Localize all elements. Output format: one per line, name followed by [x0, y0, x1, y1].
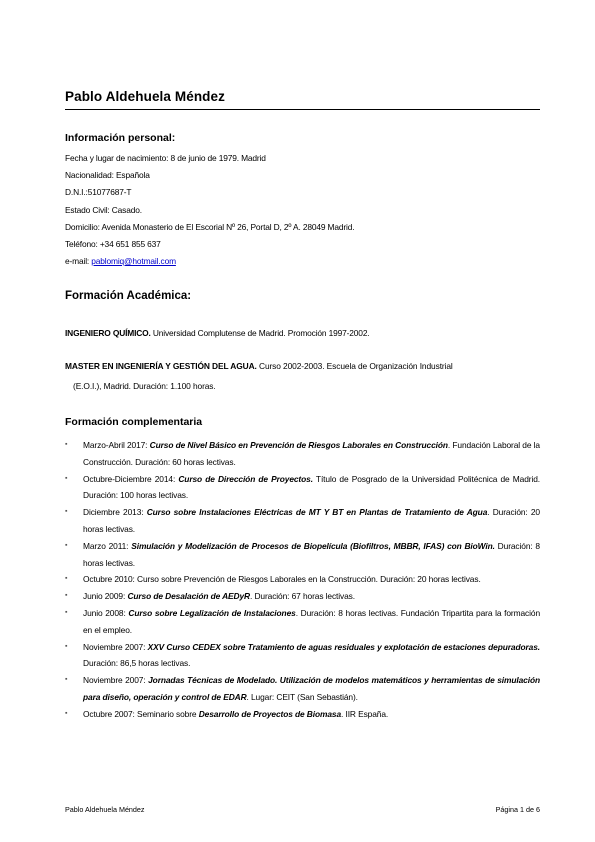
course-title: Curso sobre Legalización de Instalaciones [128, 607, 296, 618]
email-label: e-mail: [65, 256, 92, 266]
course-title: Curso de Nivel Básico en Prevención de Riesgos Laborales en Construcción [149, 440, 448, 450]
course-detail: . Lugar: CEIT (San Sebastián). [246, 691, 358, 702]
cv-name-title: Pablo Aldehuela Méndez [65, 89, 225, 104]
course-date: Noviembre 2007: [83, 675, 149, 686]
course-detail: Duración: 8 horas lectivas. [83, 540, 540, 568]
course-item [65, 605, 540, 639]
degree-detail: Universidad Complutense de Madrid. Promoción 1997-2002. [150, 328, 370, 338]
bullet-icon: ▪ [65, 676, 68, 684]
course-item [65, 672, 540, 706]
course-date: Junio 2009: [83, 591, 128, 602]
personal-nationality: Nacionalidad: Española [65, 170, 150, 180]
course-item [65, 588, 540, 605]
course-title: Simulación y Modelización de Procesos de Biopelícula (Biofiltros, MBBR, IFAS) con BioWin. [131, 540, 495, 551]
personal-birth: Fecha y lugar de nacimiento: 8 de junio de 1979. Madrid [65, 153, 266, 163]
course-item [65, 504, 540, 538]
academic-heading: Formación Académica: [65, 290, 192, 302]
course-detail: . Duración: 20 horas lectivas. [83, 507, 540, 534]
academic-master [65, 357, 540, 396]
course-date: Junio 2008: [83, 607, 129, 618]
footer-page-number: Página 1 de 6 [495, 805, 540, 814]
course-date: Diciembre 2013: [83, 507, 147, 518]
course-detail: Curso sobre Prevención de Riesgos Laborales en la Construcción. Duración: 20 horas lectivas. [137, 574, 481, 585]
bullet-icon: ▪ [65, 592, 68, 600]
bullet-icon: ▪ [65, 575, 68, 583]
bullet-icon: ▪ [65, 441, 68, 448]
course-date: Marzo 2011: [83, 540, 132, 551]
course-detail: . Duración: 8 horas lectivas. Fundación Tripartita para la formación en el empleo. [83, 607, 540, 635]
course-date: Octubre-Diciembre 2014: [83, 473, 179, 484]
personal-civil-status: Estado Civil: Casado. [65, 205, 142, 215]
personal-info-heading: Información personal: [65, 132, 176, 144]
title-divider [65, 109, 540, 110]
course-date: Noviembre 2007: [83, 641, 148, 652]
complementary-list [65, 437, 540, 723]
bullet-icon: ▪ [65, 709, 68, 717]
course-title: Curso de Desalación de AEDyR [127, 591, 250, 602]
course-detail: . Duración: 67 horas lectivas. [250, 591, 355, 602]
course-detail: Duración: 86,5 horas lectivas. [83, 658, 191, 669]
bullet-icon: ▪ [65, 508, 68, 516]
course-date: Octubre 2007: Seminario sobre [83, 708, 199, 719]
footer-author: Pablo Aldehuela Méndez [65, 805, 145, 814]
course-item [65, 639, 540, 673]
email-link[interactable]: pablomiq@hotmail.com [91, 256, 176, 266]
bullet-icon: ▪ [65, 642, 68, 650]
bullet-icon: ▪ [65, 608, 68, 616]
personal-phone: Teléfono: +34 651 855 637 [65, 239, 161, 249]
course-item [65, 538, 540, 572]
course-title: Jornadas Técnicas de Modelado. Utilización de modelos matemáticos y herramientas de simulación para diseño, operación y control de EDAR [83, 675, 540, 702]
course-title: Curso sobre Instalaciones Eléctricas de MT Y BT en Plantas de Tratamiento de Agua [146, 507, 488, 518]
course-date: Marzo-Abril 2017: [83, 440, 150, 450]
course-item [65, 706, 540, 723]
personal-address: Domicilio: Avenida Monasterio de El Escorial Nº 26, Portal D, 2º A. 28049 Madrid. [65, 222, 355, 232]
course-detail: . IIR España. [341, 708, 389, 719]
degree-title: INGENIERO QUÍMICO. [65, 328, 151, 338]
course-item [65, 437, 540, 471]
personal-dni: D.N.I.:51077687-T [65, 187, 132, 197]
course-item [65, 471, 540, 505]
master-detail: Curso 2002-2003. Escuela de Organización Industrial [256, 361, 453, 371]
master-title: MASTER EN INGENIERÍA Y GESTIÓN DEL AGUA. [65, 361, 257, 371]
course-title: XXV Curso CEDEX sobre Tratamiento de aguas residuales y explotación de estaciones depuradoras. [147, 641, 540, 652]
personal-email-row [65, 256, 176, 266]
academic-degree [65, 328, 370, 338]
bullet-icon: ▪ [65, 474, 68, 482]
master-detail-cont: (E.O.I.), Madrid. Duración: 1.100 horas. [73, 380, 216, 391]
course-item [65, 571, 540, 588]
course-detail: Título de Posgrado de la Universidad Politécnica de Madrid. Duración: 100 horas lectivas. [83, 473, 540, 501]
course-title: Desarrollo de Proyectos de Biomasa [198, 708, 342, 719]
course-title: Curso de Dirección de Proyectos. [178, 473, 313, 484]
course-detail: . Fundación Laboral de la Construcción. Duración: 60 horas lectivas. [83, 440, 540, 467]
complementary-heading: Formación complementaria [65, 416, 203, 428]
course-date: Octubre 2010: [83, 574, 138, 585]
bullet-icon: ▪ [65, 541, 68, 549]
